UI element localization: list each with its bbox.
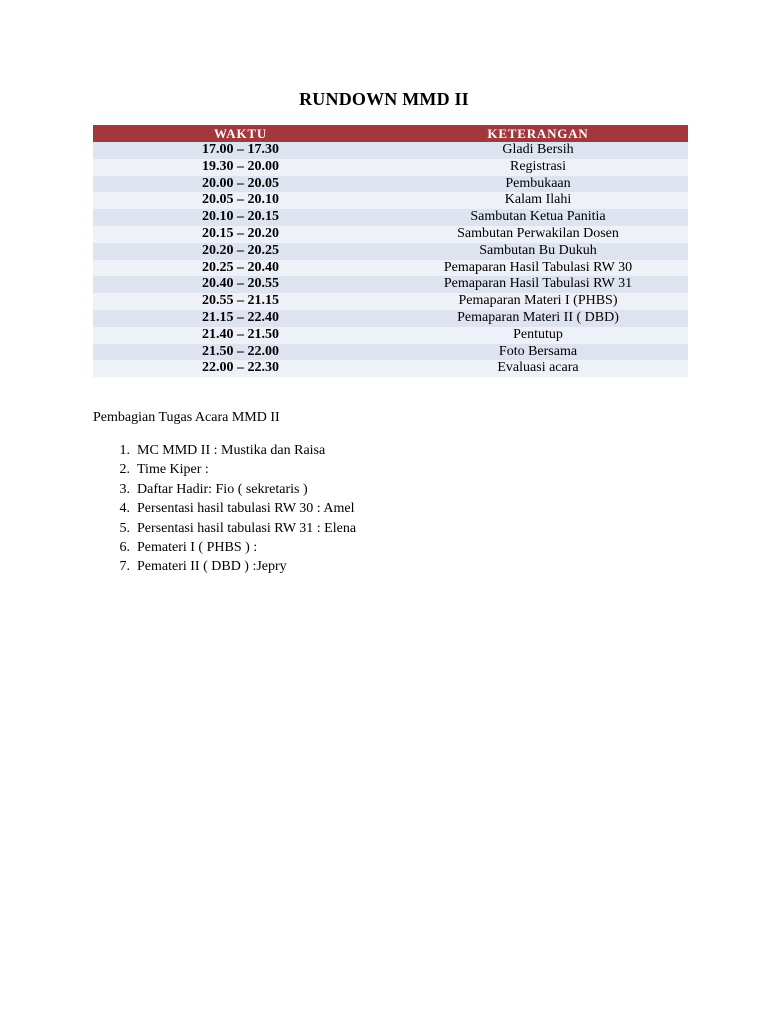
description-cell: Pemaparan Materi I (PHBS) (388, 293, 688, 310)
list-item (93, 441, 356, 460)
list-number: 5. (119, 520, 130, 536)
time-cell: 20.10 – 20.15 (93, 209, 388, 226)
table-row (93, 310, 688, 327)
list-number: 4. (119, 501, 130, 517)
table-row (93, 192, 688, 209)
description-cell: Pemaparan Hasil Tabulasi RW 30 (388, 260, 688, 277)
table-header-row (93, 125, 688, 142)
list-text: MC MMD II : Mustika dan Raisa (137, 443, 326, 458)
time-cell: 20.55 – 21.15 (93, 293, 388, 310)
list-number: 7. (119, 559, 130, 575)
list-text: Pemateri I ( PHBS ) : (137, 539, 258, 555)
column-header-keterangan: KETERANGAN (388, 125, 688, 142)
table-row (93, 293, 688, 310)
description-cell: Kalam Ilahi (388, 192, 688, 209)
description-cell: Sambutan Perwakilan Dosen (388, 226, 688, 243)
description-cell: Pembukaan (388, 176, 688, 193)
description-cell: Evaluasi acara (388, 360, 688, 377)
time-cell: 21.15 – 22.40 (93, 310, 388, 327)
table-row (93, 260, 688, 277)
description-cell: Pemaparan Hasil Tabulasi RW 31 (388, 276, 688, 293)
list-item (93, 480, 356, 499)
table-row (93, 209, 688, 226)
list-number: 6. (119, 539, 130, 555)
list-text: Persentasi hasil tabulasi RW 30 : Amel (137, 501, 355, 517)
description-cell: Registrasi (388, 159, 688, 176)
table-row (93, 243, 688, 260)
time-cell: 20.00 – 20.05 (93, 176, 388, 193)
time-cell: 20.25 – 20.40 (93, 260, 388, 277)
table-row (93, 142, 688, 159)
list-text: Time Kiper : (137, 462, 209, 478)
description-cell: Pemaparan Materi II ( DBD) (388, 310, 688, 327)
time-cell: 20.40 – 20.55 (93, 276, 388, 293)
time-cell: 20.05 – 20.10 (93, 192, 388, 209)
list-number: 2. (119, 462, 130, 478)
list-number: 1. (119, 443, 130, 458)
time-cell: 20.20 – 20.25 (93, 243, 388, 260)
task-list (93, 441, 356, 577)
list-text: Pemateri II ( DBD ) :Jepry (137, 559, 287, 575)
description-cell: Sambutan Bu Dukuh (388, 243, 688, 260)
list-text: Persentasi hasil tabulasi RW 31 : Elena (137, 520, 357, 536)
column-header-waktu: WAKTU (93, 125, 388, 142)
list-item (93, 460, 356, 479)
time-cell: 21.40 – 21.50 (93, 327, 388, 344)
list-item (93, 499, 356, 518)
list-item (93, 519, 356, 538)
table-row (93, 276, 688, 293)
time-cell: 17.00 – 17.30 (93, 142, 388, 159)
time-cell: 20.15 – 20.20 (93, 226, 388, 243)
list-item (93, 557, 356, 576)
list-text: Daftar Hadir: Fio ( sekretaris ) (137, 481, 308, 497)
description-cell: Sambutan Ketua Panitia (388, 209, 688, 226)
page-title: RUNDOWN MMD II (299, 89, 469, 109)
table-row (93, 327, 688, 344)
description-cell: Gladi Bersih (388, 142, 688, 159)
task-section-heading: Pembagian Tugas Acara MMD II (93, 410, 280, 425)
time-cell: 21.50 – 22.00 (93, 344, 388, 361)
table-row (93, 176, 688, 193)
table-row (93, 360, 688, 377)
time-cell: 22.00 – 22.30 (93, 360, 388, 377)
list-item (93, 538, 356, 557)
rundown-table (93, 125, 688, 377)
list-number: 3. (119, 481, 130, 497)
table-row (93, 344, 688, 361)
description-cell: Foto Bersama (388, 344, 688, 361)
table-row (93, 226, 688, 243)
time-cell: 19.30 – 20.00 (93, 159, 388, 176)
table-row (93, 159, 688, 176)
description-cell: Pentutup (388, 327, 688, 344)
